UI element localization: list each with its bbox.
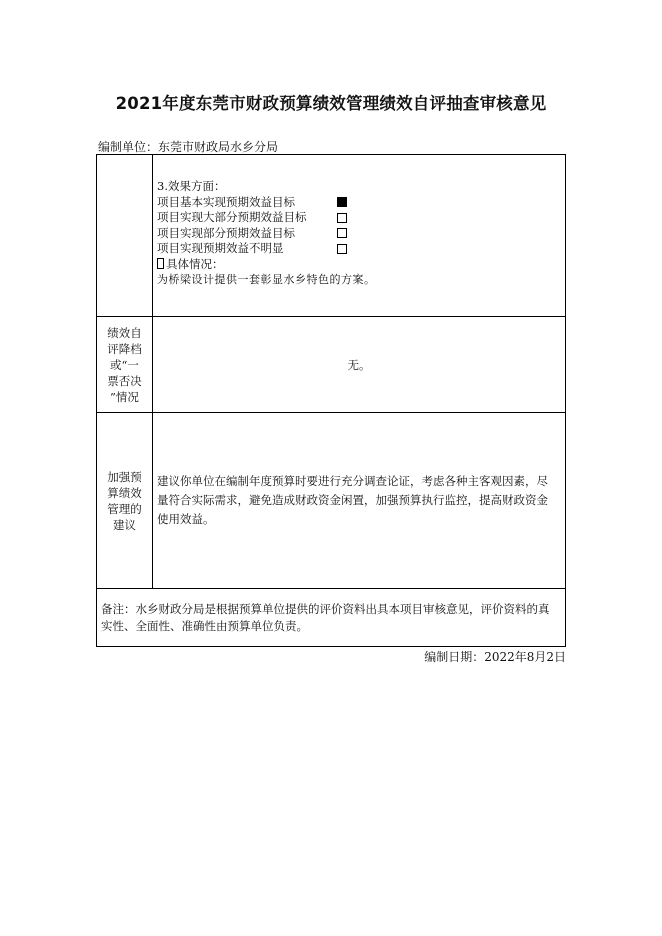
- label-line: 管理的: [107, 501, 142, 516]
- downgrade-label: [97, 317, 153, 413]
- effect-option: [157, 195, 561, 211]
- effect-option: [157, 241, 561, 257]
- compile-date: 编制日期：2022年8月2日: [424, 650, 566, 664]
- effect-option-label: 项目实现大部分预期效益目标: [157, 210, 307, 224]
- detail-text: 为桥梁设计提供一套彰显水乡特色的方案。: [157, 273, 376, 286]
- effect-option-label: 项目基本实现预期效益目标: [157, 194, 295, 209]
- downgrade-value: 无。: [153, 317, 566, 413]
- compiling-unit: 编制单位：东莞市财政局水乡分局: [98, 140, 279, 154]
- effect-heading: 3.效果方面：: [157, 179, 226, 193]
- label-line: 评降档: [107, 341, 142, 356]
- label-line: 或“一: [110, 357, 139, 372]
- advice-label: [97, 413, 153, 589]
- label-line: ”情况: [110, 389, 139, 404]
- review-table: [96, 154, 566, 647]
- effect-option: [157, 210, 561, 226]
- empty-box-icon: [157, 258, 164, 269]
- label-line: 票否决: [107, 373, 142, 388]
- effect-label-cell: [97, 155, 153, 317]
- note-row: [97, 589, 566, 647]
- effect-row: [97, 155, 566, 317]
- effect-option: [157, 226, 561, 242]
- empty-box-icon: [337, 244, 347, 254]
- document-title: 2021年度东莞市财政预算绩效管理绩效自评抽查审核意见: [115, 94, 547, 113]
- label-line: 建议: [113, 517, 136, 532]
- advice-text: 建议你单位在编制年度预算时要进行充分调查论证，考虑各种主客观因素，尽量符合实际需求，避免造成财政资金闲置，加强预算执行监控，提高财政资金使用效益。: [153, 413, 566, 589]
- effect-option-label: 项目实现预期效益不明显: [157, 241, 284, 255]
- label-line: 算绩效: [107, 485, 142, 500]
- downgrade-row: [97, 317, 566, 413]
- detail-label: 具体情况：: [166, 256, 224, 271]
- empty-box-icon: [337, 213, 347, 223]
- effect-cell: [153, 155, 566, 317]
- detail-label-row: [157, 257, 561, 273]
- note-text: 备注：水乡财政分局是根据预算单位提供的评价资料出具本项目审核意见，评价资料的真实性、全面性、准确性由预算单位负责。: [97, 589, 566, 647]
- effect-option-label: 项目实现部分预期效益目标: [157, 225, 295, 240]
- label-line: 加强预: [107, 469, 142, 484]
- label-line: 绩效自: [107, 325, 142, 340]
- empty-box-icon: [337, 228, 347, 238]
- advice-row: [97, 413, 566, 589]
- checked-box-icon: [337, 197, 347, 207]
